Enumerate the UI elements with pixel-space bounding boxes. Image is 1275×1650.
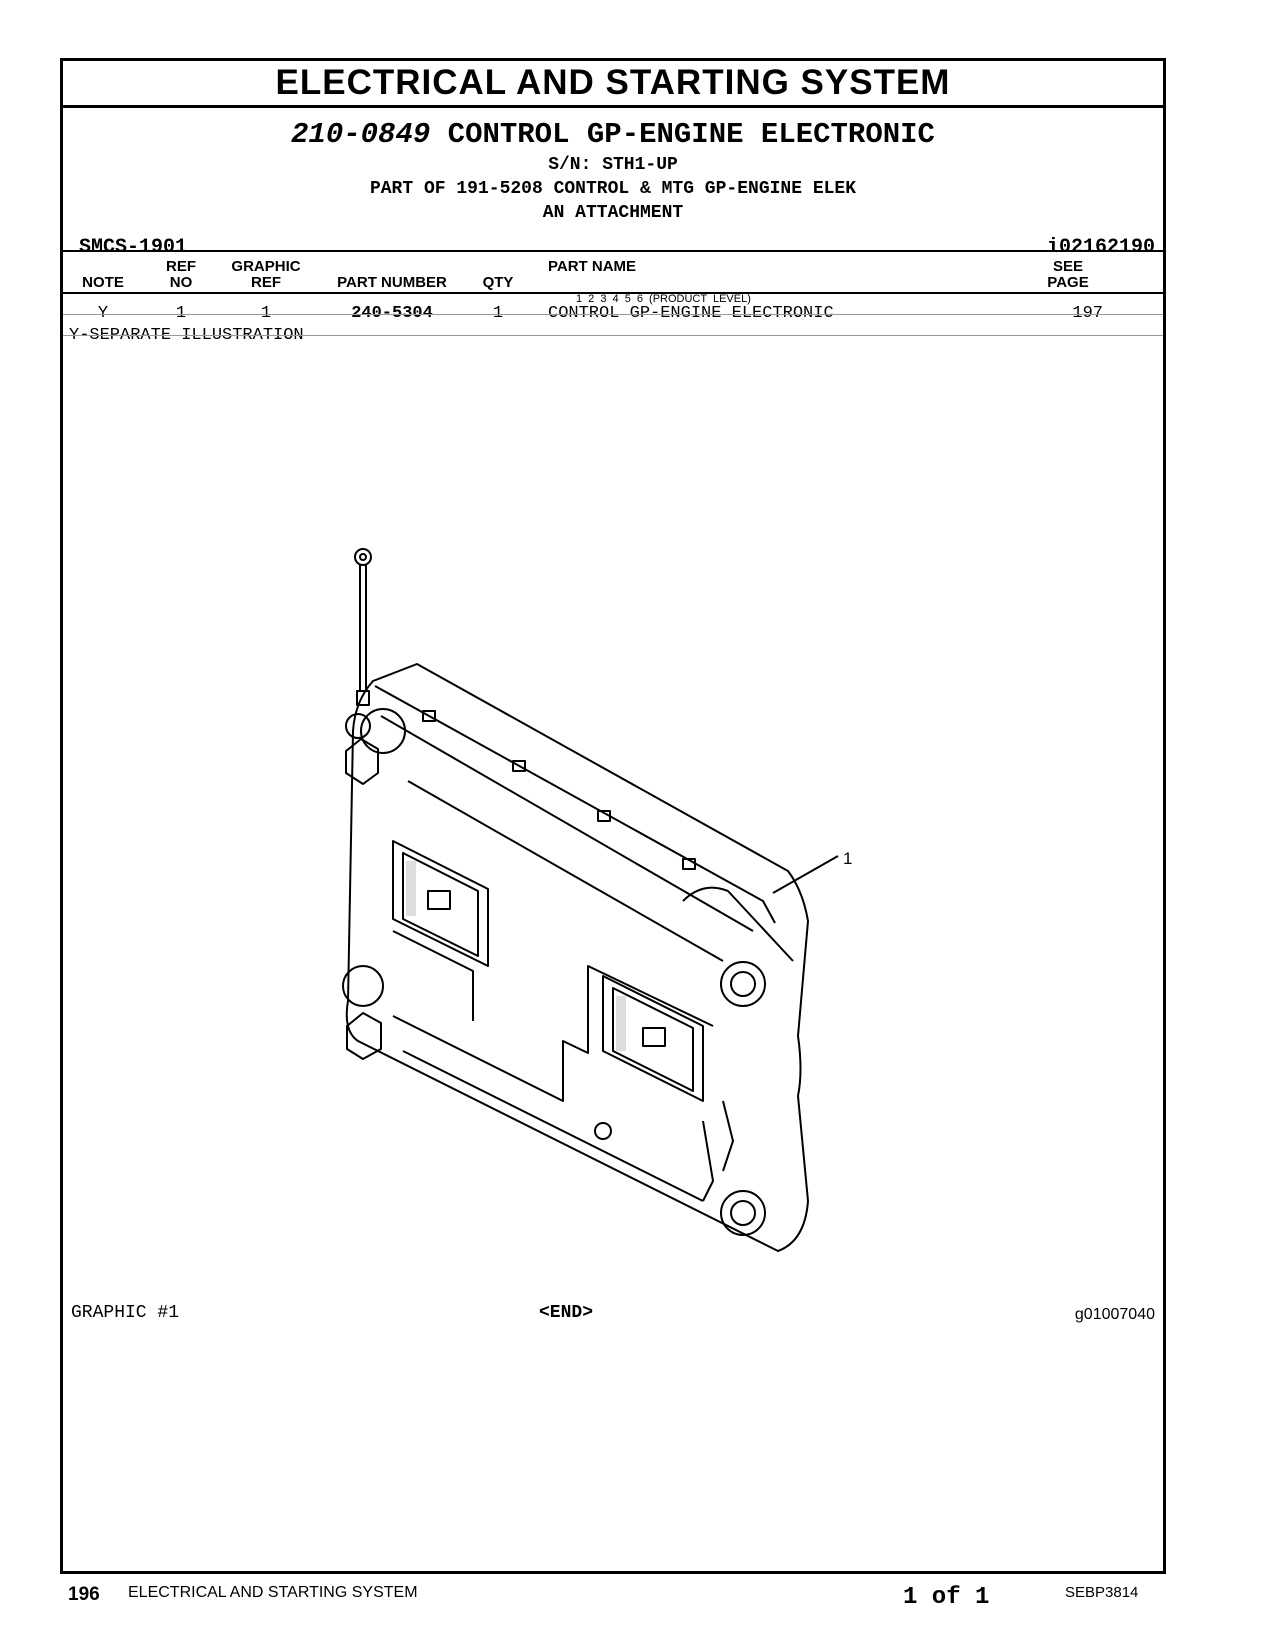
attachment-line: AN ATTACHMENT xyxy=(542,203,684,223)
row-ref-no: 1 xyxy=(175,304,187,323)
col-see-page-bottom: PAGE xyxy=(1047,274,1089,291)
page-count: 1 of 1 xyxy=(903,1584,990,1611)
document-id: SEBP3814 xyxy=(1065,1584,1139,1601)
serial-number: S/N: STH1-UP xyxy=(548,155,678,175)
illustration-id: i02162190 xyxy=(1046,236,1155,259)
row-part-name: CONTROL GP-ENGINE ELECTRONIC xyxy=(548,304,834,323)
row-see-page[interactable]: 197 xyxy=(1072,304,1103,323)
smcs-code: SMCS-1901 xyxy=(79,236,188,259)
group-number: 210-0849 xyxy=(291,118,431,151)
col-part-number: PART NUMBER xyxy=(337,274,447,291)
col-see-page-top: SEE xyxy=(1052,258,1083,275)
col-ref-no-top: REF xyxy=(166,258,196,275)
graphic-label: GRAPHIC #1 xyxy=(71,1303,180,1323)
col-graphic-ref-bottom: REF xyxy=(251,274,281,291)
col-qty: QTY xyxy=(482,274,514,291)
footer-section: ELECTRICAL AND STARTING SYSTEM xyxy=(128,1584,418,1601)
end-marker: <END> xyxy=(539,1303,594,1323)
page-frame xyxy=(60,58,1166,1574)
col-part-name: PART NAME xyxy=(548,258,637,275)
group-name: CONTROL GP-ENGINE ELECTRONIC xyxy=(447,118,935,151)
page-number: 196 xyxy=(68,1584,100,1605)
col-note: NOTE xyxy=(82,274,124,291)
product-levels: 1 2 3 4 5 6 (PRODUCT LEVEL) xyxy=(576,293,751,305)
col-graphic-ref-top: GRAPHIC xyxy=(231,258,301,275)
row-note: Y xyxy=(97,304,109,323)
callout-1: 1 xyxy=(843,849,853,868)
row-part-number[interactable]: 240-5304 xyxy=(351,304,433,323)
col-ref-no-bottom: NO xyxy=(169,274,193,291)
row-qty: 1 xyxy=(492,304,504,323)
ecm-control-module-drawing xyxy=(63,61,1163,1571)
row-graphic-ref: 1 xyxy=(260,304,272,323)
section-title: ELECTRICAL AND STARTING SYSTEM xyxy=(63,61,1163,108)
graphic-id: g01007040 xyxy=(1074,1306,1155,1323)
part-of-line: PART OF 191-5208 CONTROL & MTG GP-ENGINE ELEK xyxy=(369,179,857,199)
note-legend: Y-SEPARATE ILLUSTRATION xyxy=(69,326,304,345)
